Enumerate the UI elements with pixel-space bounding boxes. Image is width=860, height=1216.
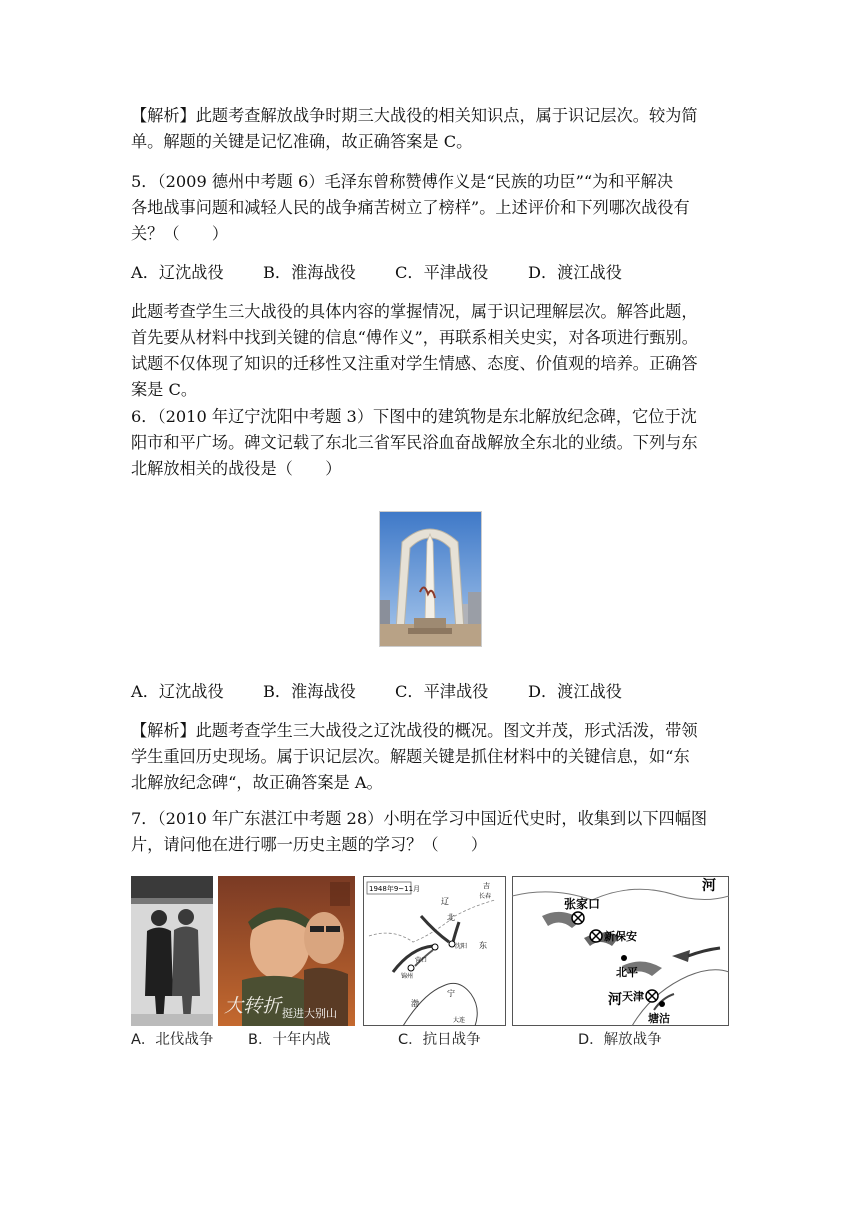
- map-label-river: 河: [608, 992, 622, 1008]
- map-label: 东: [479, 941, 487, 950]
- analysis-paragraph-2: [131, 299, 731, 403]
- map-label: 长春: [479, 893, 492, 900]
- text-line: 首先要从材料中找到关键的信息“傅作义”，再联系相关史实，对各项进行甄别。: [131, 328, 698, 347]
- text-line: 试题不仅体现了知识的迁移性又注重对学生情感、态度、价值观的培养。正确答: [131, 354, 698, 373]
- text-line: 关？（ ）: [131, 224, 229, 243]
- text-line: 北解放纪念碑“，故正确答案是 A。: [131, 773, 383, 792]
- map-label-tanggu: 塘沽: [648, 1012, 670, 1025]
- map-label: 辽: [441, 897, 449, 906]
- option-a: A．辽沈战役: [131, 263, 224, 282]
- option-b: B．淮海战役: [263, 682, 356, 701]
- poster-image: [218, 876, 355, 1026]
- text-line: 各地战事问题和减轻人民的战争痛苦树立了榜样”。上述评价和下列哪次战役有: [131, 198, 690, 217]
- analysis-paragraph-3: [131, 718, 731, 796]
- figure-c-map: [363, 876, 506, 1026]
- text-line: 单。解题的关键是记忆准确，故正确答案是 C。: [131, 132, 473, 151]
- option-d: D．渡江战役: [528, 682, 622, 701]
- figure-a-photo: [131, 876, 213, 1026]
- pingjin-map: [512, 876, 729, 1026]
- text-line: 【解析】此题考查解放战争时期三大战役的相关知识点，属于识记层次。较为简: [131, 106, 698, 125]
- option-c: C．平津战役: [395, 263, 489, 282]
- text-line: 6．（2010 年辽宁沈阳中考题 3）下图中的建筑物是东北解放纪念碑，它位于沈: [131, 407, 697, 426]
- map-label: 大连: [453, 1017, 466, 1024]
- map-label-river: 河: [702, 878, 716, 894]
- text-line: 北解放相关的战役是（ ）: [131, 459, 342, 478]
- map-label-xinbaoan: 新保安: [604, 930, 637, 943]
- text-line: 片，请问他在进行哪一历史主题的学习？（ ）: [131, 835, 488, 854]
- map-label-tianjin: 天津: [622, 990, 644, 1003]
- text-line: 【解析】此题考查学生三大战役之辽沈战役的概况。图文并茂，形式活泼，带领: [131, 721, 698, 740]
- poster-subtitle: 挺进大别山: [282, 1007, 337, 1020]
- map-date-label: 1948年9~11月: [369, 885, 421, 893]
- text-line: 7．（2010 年广东湛江中考题 28）小明在学习中国近代史时，收集到以下四幅图: [131, 809, 708, 828]
- map-label-beiping: 北平: [616, 966, 638, 979]
- liaoshen-map: [363, 876, 506, 1026]
- monument-photo: [379, 511, 482, 647]
- map-label-zhangjiakou: 张家口: [564, 897, 601, 911]
- text-line: 此题考查学生三大战役的具体内容的掌握情况，属于识记理解层次。解答此题，: [131, 302, 698, 321]
- option-b: B．淮海战役: [263, 263, 356, 282]
- caption-b: B．十年内战: [248, 1032, 331, 1048]
- analysis-paragraph-1: [131, 103, 731, 155]
- question-6: [131, 404, 731, 482]
- map-label: 吉: [483, 882, 490, 890]
- text-line: 案是 C。: [131, 380, 198, 399]
- map-label: 渤: [411, 999, 419, 1008]
- text-line: 学生重回历史现场。属于识记层次。解题关键是抓住材料中的关键信息，如“东: [131, 747, 690, 766]
- option-a: A．辽沈战役: [131, 682, 224, 701]
- figure-b-poster: [218, 876, 355, 1026]
- figure-d-map: [512, 876, 729, 1026]
- question-7: [131, 806, 731, 858]
- map-label: 北: [447, 913, 455, 922]
- poster-title: 大转折: [224, 995, 282, 1017]
- caption-a: A．北伐战争: [131, 1032, 214, 1048]
- map-label: 沈阳: [455, 943, 468, 950]
- map-label: 宁: [447, 989, 455, 998]
- monument-image: [380, 512, 481, 646]
- caption-d: D．解放战争: [578, 1032, 662, 1048]
- caption-c: C．抗日战争: [398, 1032, 481, 1048]
- option-c: C．平津战役: [395, 682, 489, 701]
- two-men-image: [131, 876, 213, 1026]
- text-line: 阳市和平广场。碑文记载了东北三省军民浴血奋战解放全东北的业绩。下列与东: [131, 433, 698, 452]
- map-label: 锦州: [401, 973, 414, 980]
- question-5: [131, 169, 731, 247]
- map-label: 营口: [415, 957, 428, 964]
- text-line: 5．（2009 德州中考题 6）毛泽东曾称赞傅作义是“民族的功臣”“为和平解决: [131, 172, 674, 191]
- option-d: D．渡江战役: [528, 263, 622, 282]
